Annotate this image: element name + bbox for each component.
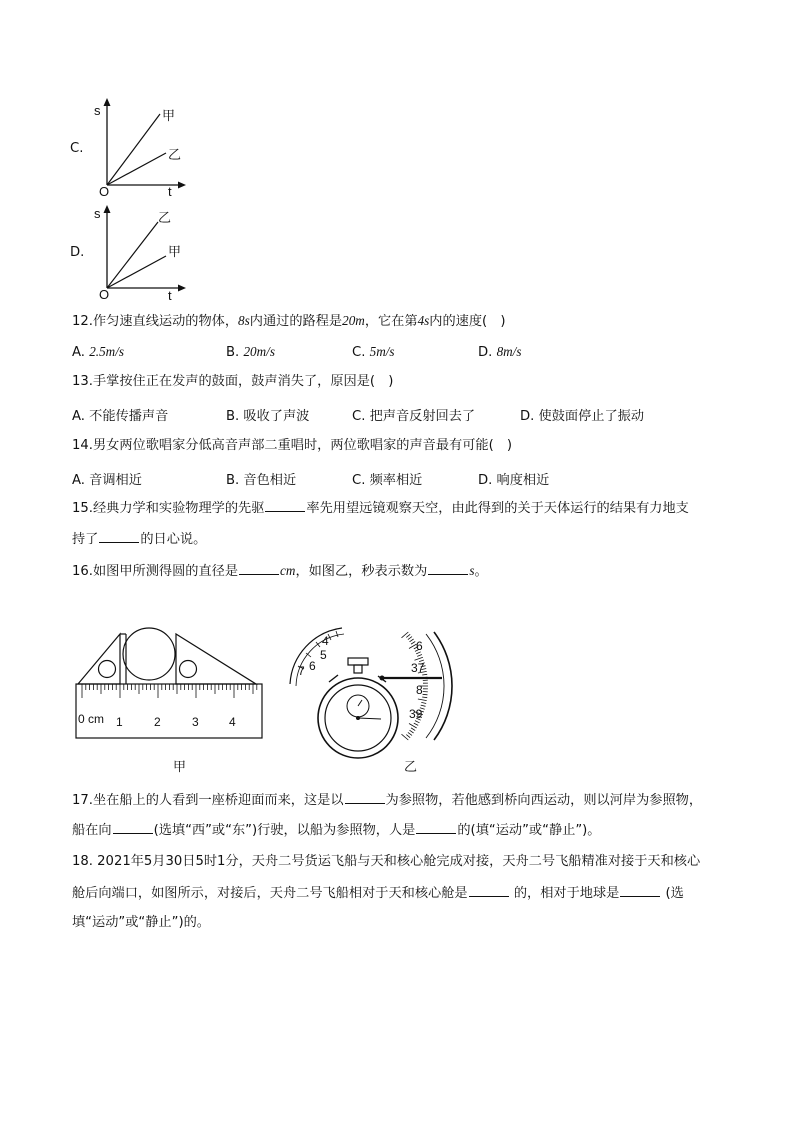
lower-line-label: 乙: [168, 147, 182, 162]
q14-option-b[interactable]: B. 音色相近: [226, 473, 297, 488]
second-dial-label-8: 8: [416, 683, 423, 697]
st-graph-c: [88, 95, 198, 200]
answer-blank[interactable]: [620, 884, 660, 897]
minute-dial-label-6: 6: [309, 659, 316, 673]
second-dial-tick: [421, 702, 426, 703]
q14-option-a[interactable]: A. 音调相近: [72, 473, 142, 488]
q14-option-c[interactable]: C. 频率相近: [352, 473, 423, 488]
question-15-line1: 15.经典力学和实验物理学的先驱 率先用望远镜观察天空，由此得到的关于天体运行的结果有力地支: [72, 501, 689, 516]
upper-line-label: 甲: [162, 108, 176, 123]
arrow-right-icon: [178, 182, 186, 189]
minute-dial-label-4: 4: [322, 634, 329, 648]
ruler-label-1: 1: [116, 715, 123, 729]
question-17-line1: 17.坐在船上的人看到一座桥迎面而来，这是以 为参照物，若他感到桥向西运动，则以河岸为参照物，: [72, 793, 703, 808]
second-dial-tick: [422, 697, 427, 698]
q12-option-b[interactable]: B. 20m/s: [226, 344, 275, 360]
second-dial-tick: [410, 639, 414, 642]
q13-option-b[interactable]: B. 吸收了声波: [226, 409, 310, 424]
second-dial-tick: [411, 728, 415, 731]
lower-line-label: 甲: [168, 244, 182, 259]
q12-option-a[interactable]: A. 2.5m/s: [72, 344, 124, 360]
second-dial-label-6: 6: [416, 639, 423, 653]
answer-blank[interactable]: [99, 530, 139, 543]
line-upper: [107, 114, 160, 185]
second-dial-tick: [410, 730, 414, 733]
answer-blank[interactable]: [239, 562, 279, 575]
right-set-square: [176, 634, 256, 684]
answer-blank[interactable]: [265, 499, 305, 512]
q14-option-d[interactable]: D. 响度相近: [478, 473, 550, 488]
question-13: 13.手掌按住正在发声的鼓面，鼓声消失了，原因是( ): [72, 374, 394, 389]
question-16: 16.如图甲所测得圆的直径是 cm，如图乙，秒表示数为 s。: [72, 563, 488, 579]
answer-blank[interactable]: [428, 562, 468, 575]
question-18-line1: 18. 2021年5月30日5时1分，天舟二号货运飞船与天和核心舱完成对接，天舟二号飞船精准对接于天和核心: [72, 854, 701, 869]
second-dial-tick: [414, 723, 418, 725]
second-dial-tick: [406, 634, 410, 637]
t-axis-label: t: [168, 184, 172, 199]
ruler-label-4: 4: [229, 715, 236, 729]
stopwatch-crown: [348, 658, 368, 665]
second-dial-tick: [408, 732, 412, 735]
minute-dial-label-5: 5: [320, 648, 327, 662]
left-set-square: [78, 634, 120, 684]
stopwatch-figure: [282, 620, 472, 780]
ruler-figure: [70, 620, 270, 780]
upper-line-label: 乙: [158, 210, 172, 225]
question-18-line2: 舱后向端口，如图所示，对接后，天舟二号飞船相对于天和核心舱是 的，相对于地球是 (选: [72, 886, 684, 901]
st-graph-d: [88, 200, 198, 305]
line-lower: [107, 256, 166, 288]
answer-blank[interactable]: [345, 791, 385, 804]
figure-caption-jia: 甲: [173, 759, 187, 774]
s-axis-label: s: [94, 206, 101, 221]
arrow-up-icon: [104, 205, 111, 213]
ruler-label-0: 0 cm: [78, 712, 105, 726]
measured-circle: [123, 628, 175, 680]
option-c-label: C.: [70, 141, 84, 156]
question-17-line2: 船在向 (选填“西”或“东”)行驶，以船为参照物，人是 的(填“运动”或“静止”)。: [72, 823, 601, 838]
second-dial-label-37: 37: [411, 661, 425, 675]
line-lower: [107, 153, 166, 185]
option-d-label: D.: [70, 245, 85, 260]
arrow-up-icon: [104, 98, 111, 106]
s-axis-label: s: [94, 103, 101, 118]
answer-blank[interactable]: [469, 884, 509, 897]
q13-option-c[interactable]: C. 把声音反射回去了: [352, 409, 476, 424]
t-axis-label: t: [168, 288, 172, 303]
ruler-label-3: 3: [192, 715, 199, 729]
answer-blank[interactable]: [416, 821, 456, 834]
second-dial-tick: [408, 637, 412, 640]
figure-caption-yi: 乙: [404, 759, 418, 774]
minute-dial-label-7: 7: [298, 664, 305, 678]
question-18-line3: 填“运动”或“静止”)的。: [72, 915, 210, 930]
second-dial-tick: [415, 657, 423, 660]
second-dial-tick: [406, 735, 410, 738]
right-triangle-hole: [180, 661, 197, 678]
question-12: 12.作匀速直线运动的物体，8s内通过的路程是20m，它在第4s内的速度( ): [72, 313, 506, 329]
q13-option-d[interactable]: D. 使鼓面停止了振动: [520, 409, 645, 424]
second-dial-tick: [417, 655, 422, 657]
q12-option-d[interactable]: D. 8m/s: [478, 344, 522, 360]
q12-option-c[interactable]: C. 5m/s: [352, 344, 395, 360]
second-dial-tick: [418, 699, 427, 701]
line-upper: [107, 222, 158, 288]
second-dial-label-39: 39: [409, 707, 423, 721]
q13-option-a[interactable]: A. 不能传播声音: [72, 409, 169, 424]
ruler-label-2: 2: [154, 715, 161, 729]
left-triangle-hole: [99, 661, 116, 678]
arrow-right-icon: [178, 285, 186, 292]
answer-blank[interactable]: [113, 821, 153, 834]
second-dial-tick: [411, 642, 415, 645]
question-15-line2: 持了 的日心说。: [72, 532, 207, 547]
origin-label: O: [99, 184, 110, 199]
origin-label: O: [99, 287, 110, 302]
second-dial-tick: [423, 694, 428, 695]
question-14: 14.男女两位歌唱家分低高音声部二重唱时，两位歌唱家的声音最有可能( ): [72, 438, 513, 453]
